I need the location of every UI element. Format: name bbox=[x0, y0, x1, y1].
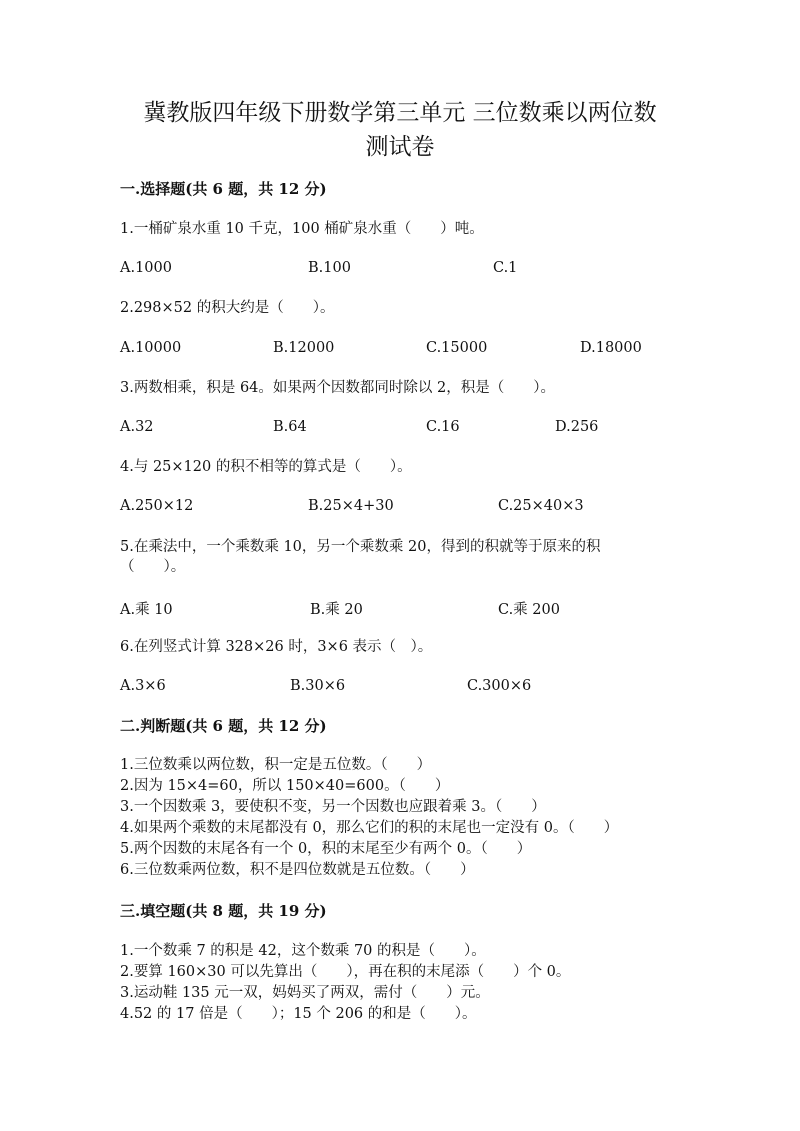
judge-item-6: 6.三位数乘两位数，积不是四位数就是五位数。（ ） bbox=[120, 862, 475, 878]
option-3a: A.32 bbox=[120, 419, 154, 435]
section-heading-fill: 三.填空题(共 8 题，共 19 分) bbox=[120, 902, 327, 920]
option-3d: D.256 bbox=[555, 419, 599, 435]
option-2a: A.10000 bbox=[120, 340, 182, 356]
title-line-2: 测试卷 bbox=[365, 134, 435, 160]
option-2d: D.18000 bbox=[580, 340, 642, 356]
judge-item-2: 2.因为 15×4=60，所以 150×40=600。（ ） bbox=[120, 778, 450, 794]
fill-item-2: 2.要算 160×30 可以先算出（ ），再在积的末尾添（ ）个 0。 bbox=[120, 964, 571, 980]
judge-item-3: 3.一个因数乘 3，要使积不变，另一个因数也应跟着乘 3。（ ） bbox=[120, 799, 546, 815]
judge-item-5: 5.两个因数的末尾各有一个 0，积的末尾至少有两个 0。（ ） bbox=[120, 841, 532, 857]
page-title bbox=[0, 96, 800, 164]
option-5a: A.乘 10 bbox=[120, 602, 173, 618]
option-3b: B.64 bbox=[273, 419, 307, 435]
option-1a: A.1000 bbox=[120, 260, 172, 276]
option-5b: B.乘 20 bbox=[310, 602, 363, 618]
judge-item-4: 4.如果两个乘数的末尾都没有 0，那么它们的积的末尾也一定没有 0。（ ） bbox=[120, 820, 619, 836]
option-2b: B.12000 bbox=[273, 340, 335, 356]
option-3c: C.16 bbox=[426, 419, 460, 435]
option-1c: C.1 bbox=[493, 260, 518, 276]
option-6c: C.300×6 bbox=[467, 678, 532, 694]
option-1b: B.100 bbox=[308, 260, 351, 276]
question-5: 5.在乘法中，一个乘数乘 10，另一个乘数乘 20，得到的积就等于原来的积 bbox=[120, 539, 601, 555]
fill-item-4: 4.52 的 17 倍是（ ）；15 个 206 的和是（ ）。 bbox=[120, 1006, 477, 1022]
option-6b: B.30×6 bbox=[290, 678, 346, 694]
option-6a: A.3×6 bbox=[120, 678, 166, 694]
question-6: 6.在列竖式计算 328×26 时，3×6 表示（ ）。 bbox=[120, 639, 433, 655]
option-2c: C.15000 bbox=[426, 340, 488, 356]
judge-item-1: 1.三位数乘以两位数，积一定是五位数。（ ） bbox=[120, 757, 432, 773]
section-heading-judge: 二.判断题(共 6 题，共 12 分) bbox=[120, 717, 327, 735]
fill-item-3: 3.运动鞋 135 元一双，妈妈买了两双，需付（ ）元。 bbox=[120, 985, 490, 1001]
question-1: 1.一桶矿泉水重 10 千克，100 桶矿泉水重（ ）吨。 bbox=[120, 221, 484, 237]
question-4: 4.与 25×120 的积不相等的算式是（ ）。 bbox=[120, 459, 412, 475]
fill-item-1: 1.一个数乘 7 的积是 42，这个数乘 70 的积是（ ）。 bbox=[120, 943, 486, 959]
option-5c: C.乘 200 bbox=[498, 602, 560, 618]
question-2: 2.298×52 的积大约是（ ）。 bbox=[120, 300, 335, 316]
question-5-continued: （ ）。 bbox=[120, 559, 186, 575]
option-4c: C.25×40×3 bbox=[498, 498, 584, 514]
question-3: 3.两数相乘，积是 64。如果两个因数都同时除以 2，积是（ ）。 bbox=[120, 380, 555, 396]
title-line-1: 冀教版四年级下册数学第三单元 三位数乘以两位数 bbox=[143, 100, 657, 126]
section-heading-choice: 一.选择题(共 6 题，共 12 分) bbox=[120, 180, 327, 198]
option-4b: B.25×4+30 bbox=[308, 498, 394, 514]
option-4a: A.250×12 bbox=[120, 498, 194, 514]
